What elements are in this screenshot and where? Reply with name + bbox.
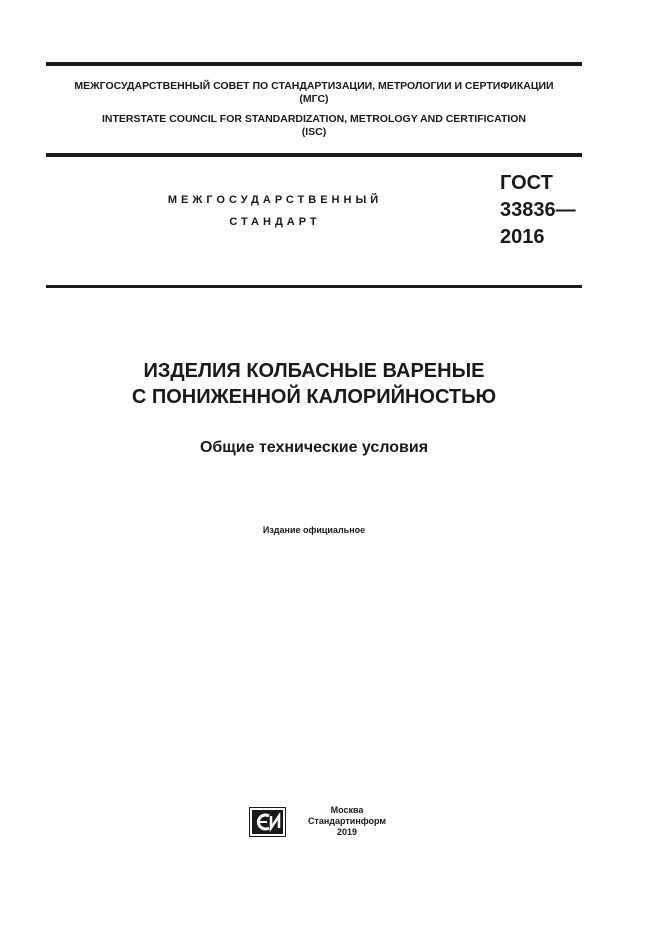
title-line1: ИЗДЕЛИЯ КОЛБАСНЫЕ ВАРЕНЫЕ — [143, 360, 485, 382]
standard-label-line1: МЕЖГОСУДАРСТВЕННЫЙ — [167, 194, 383, 206]
council-en-line1: INTERSTATE COUNCIL FOR STANDARDIZATION, METROLOGY AND CERTIFICATION — [101, 113, 527, 125]
council-ru — [46, 80, 582, 106]
edition-label: Издание официальное — [262, 525, 366, 535]
designation-divider — [46, 285, 582, 288]
header-divider — [46, 153, 582, 157]
council-en — [46, 113, 582, 139]
gost-designation — [500, 170, 576, 251]
gost-year: 2016 — [500, 226, 545, 248]
publisher-info — [292, 805, 402, 838]
standartinform-logo-icon — [249, 807, 286, 837]
document-title — [46, 358, 582, 410]
publisher-year: 2019 — [336, 827, 358, 837]
council-en-line2: (ISC) — [301, 126, 327, 138]
gost-prefix: ГОСТ — [500, 172, 553, 194]
council-ru-line2: (МГС) — [299, 93, 329, 105]
title-line2: С ПОНИЖЕННОЙ КАЛОРИЙНОСТЬЮ — [131, 386, 497, 408]
publisher-name: Стандартинформ — [307, 816, 387, 826]
standard-label — [140, 189, 410, 233]
publisher-city: Москва — [330, 805, 364, 815]
top-rule — [46, 62, 582, 66]
document-subtitle: Общие технические условия — [199, 439, 429, 456]
standard-label-line2: СТАНДАРТ — [229, 216, 321, 228]
council-ru-line1: МЕЖГОСУДАРСТВЕННЫЙ СОВЕТ ПО СТАНДАРТИЗАЦИИ, МЕТРОЛОГИИ И СЕРТИФИКАЦИИ — [74, 80, 554, 92]
gost-number: 33836— — [500, 199, 576, 221]
